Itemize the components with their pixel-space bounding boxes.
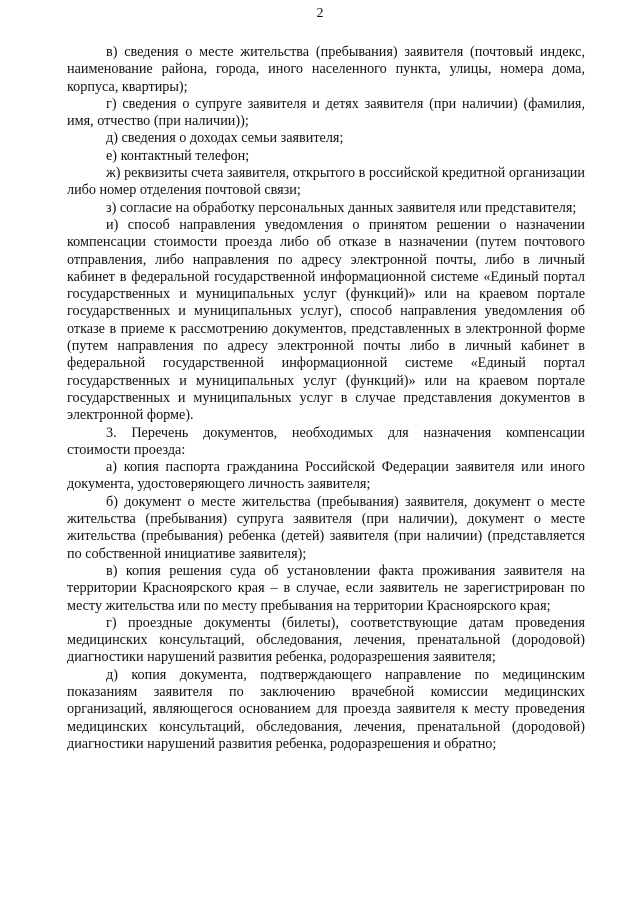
paragraph-b-residence-document: б) документ о месте жительства (пребывания) заявителя, документ о месте жительства (пребывания) супруга заявителя (при наличии), документ о месте жительства (пребывания) ребенка (детей) заявителя (при наличии) (представляется по собственной инициативе заявителя);: [67, 493, 585, 562]
document-body: [67, 44, 585, 753]
paragraph-zh-bank-account: ж) реквизиты счета заявителя, открытого в российской кредитной организации либо номер отделения почтовой связи;: [67, 165, 585, 199]
paragraph-v-court-decision: в) копия решения суда об установлении факта проживания заявителя на территории Красноярского края – в случае, если заявитель не зарегистрирован по месту жительства или по месту пребывания на территории Красноярского края;: [67, 562, 585, 614]
paragraph-g-spouse-children: г) сведения о супруге заявителя и детях заявителя (при наличии) (фамилия, имя, отчество (при наличии));: [67, 95, 585, 130]
page-number: 2: [316, 6, 324, 21]
paragraph-v-residence: в) сведения о месте жительства (пребывания) заявителя (почтовый индекс, наименование района, города, иного населенного пункта, улицы, номера дома, корпуса, квартиры);: [67, 44, 585, 95]
paragraph-e-phone: е) контактный телефон;: [106, 147, 250, 164]
paragraph-i-notification-method: и) способ направления уведомления о принятом решении о назначении компенсации стоимости проезда либо об отказе в назначении (путем почтового отправления, либо направления по адресу электронной почты, либо в личный кабинет в федеральной государственной информационной системе «Единый портал государственных и муниципальных услуг (функций)» или на краевом портале государственных и муниципальных услуг), способ направления уведомления об отказе в приеме к рассмотрению документов, представленных в электронной форме (путем направления по адресу электронной почты либо в личный кабинет в федеральной государственной информационной системе «Единый портал государственных и муниципальных услуг (функций)» или на краевом портале государственных и муниципальных услуг в случае представления документов в электронной форме).: [67, 216, 585, 424]
paragraph-3-document-list: 3. Перечень документов, необходимых для назначения компенсации стоимости проезда:: [67, 424, 585, 458]
paragraph-d-income: д) сведения о доходах семьи заявителя;: [106, 130, 344, 147]
paragraph-z-consent: з) согласие на обработку персональных данных заявителя или представителя;: [106, 199, 577, 216]
paragraph-a-passport: а) копия паспорта гражданина Российской Федерации заявителя или иного документа, удостоверяющего личность заявителя;: [67, 459, 585, 493]
paragraph-d-medical-referral: д) копия документа, подтверждающего направление по медицинским показаниям заявителя по заключению врачебной комиссии медицинских организаций, являющегося основанием для проезда заявителя к месту проведения медицинских консультаций, обследования, лечения, пренатальной (дородовой) диагностики нарушений развития ребенка, родоразрешения и обратно;: [67, 666, 585, 752]
paragraph-g-tickets: г) проездные документы (билеты), соответствующие датам проведения медицинских консультаций, обследования, лечения, пренатальной (дородовой) диагностики нарушений развития ребенка, родоразрешения заявителя;: [67, 614, 585, 666]
